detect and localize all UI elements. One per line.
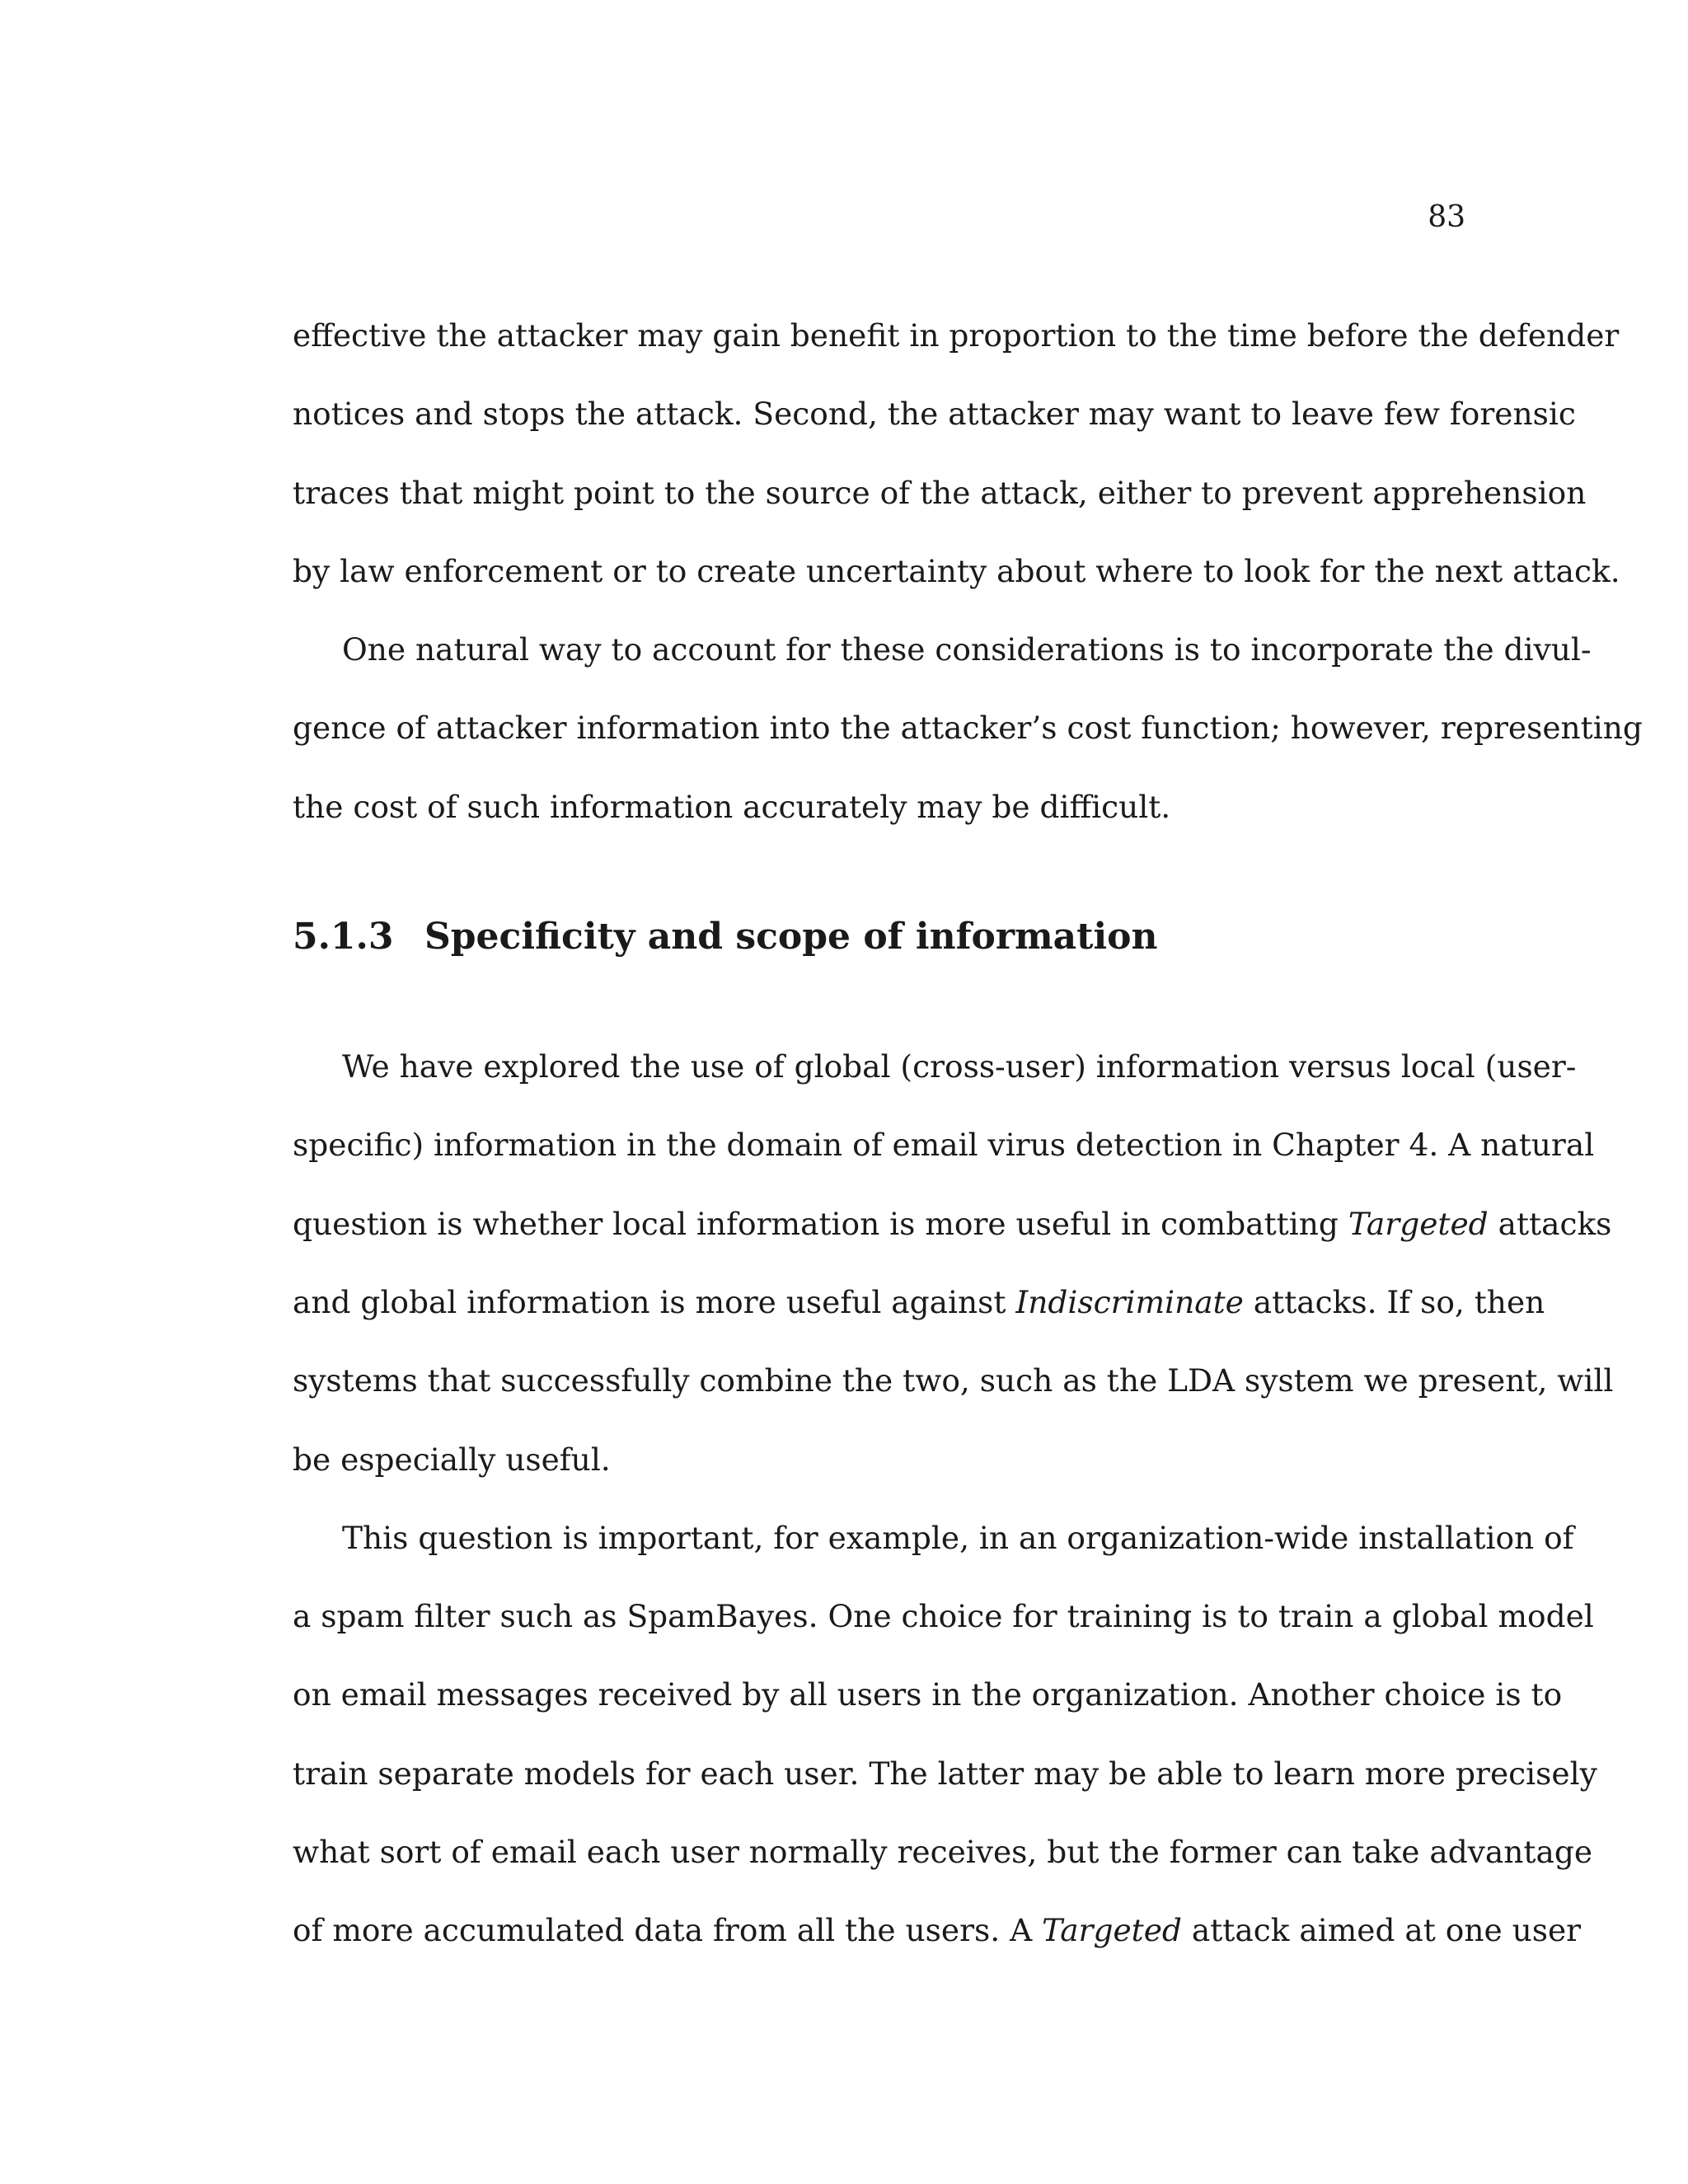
text-span: and global information is more useful against [293, 1283, 1006, 1320]
text-line: be especially useful. [293, 1441, 611, 1478]
text-span: question is whether local information is more useful in combatting [293, 1205, 1339, 1242]
text-line: We have explored the use of global (cross-user) information versus local (user- [342, 1048, 1577, 1085]
text-line: a spam filter such as SpamBayes. One choice for training is to train a global model [293, 1598, 1594, 1635]
paragraph-2 [293, 611, 1643, 846]
emphasis-targeted: Targeted [1042, 1912, 1182, 1949]
text-line: One natural way to account for these considerations is to incorporate the divul- [342, 631, 1592, 668]
text-line: notices and stops the attack. Second, the attacker may want to leave few forensic [293, 396, 1576, 433]
text-line [293, 1263, 1545, 1342]
text-line [293, 1185, 1612, 1263]
paragraph-3 [293, 1028, 1614, 1499]
text-line: gence of attacker information into the attacker’s cost function; however, representing [293, 710, 1643, 747]
text-span: attacks. If so, then [1253, 1283, 1545, 1320]
text-line: specific) information in the domain of email virus detection in Chapter 4. A natural [293, 1127, 1595, 1164]
text-line: train separate models for each user. The latter may be able to learn more precisely [293, 1755, 1597, 1792]
text-line: the cost of such information accurately may be difficult. [293, 788, 1171, 825]
text-line: effective the attacker may gain benefit in proportion to the time before the defender [293, 317, 1620, 354]
text-line: what sort of email each user normally receives, but the former can take advantage [293, 1834, 1593, 1871]
page-number: 83 [1428, 200, 1465, 234]
text-line: This question is important, for example, in an organization-wide installation of [342, 1519, 1574, 1556]
text-span: attacks [1498, 1205, 1612, 1242]
text-span: of more accumulated data from all the users. A [293, 1912, 1033, 1949]
emphasis-indiscriminate: Indiscriminate [1015, 1283, 1244, 1320]
body-text [293, 297, 1643, 1971]
text-span: attack aimed at one user [1191, 1912, 1582, 1949]
paragraph-4 [293, 1499, 1597, 1971]
emphasis-targeted: Targeted [1348, 1205, 1489, 1242]
paragraph-1 [293, 297, 1620, 611]
text-line: on email messages received by all users in the organization. Another choice is to [293, 1676, 1563, 1713]
text-line [293, 1891, 1582, 1970]
text-line: traces that might point to the source of the attack, either to prevent apprehension [293, 474, 1587, 511]
text-line: by law enforcement or to create uncertainty about where to look for the next attack. [293, 552, 1620, 589]
section-heading [293, 846, 1467, 1028]
section-number: 5.1.3 [293, 916, 394, 958]
section-title: Specificity and scope of information [424, 916, 1158, 958]
text-line: systems that successfully combine the two, such as the LDA system we present, will [293, 1362, 1614, 1399]
